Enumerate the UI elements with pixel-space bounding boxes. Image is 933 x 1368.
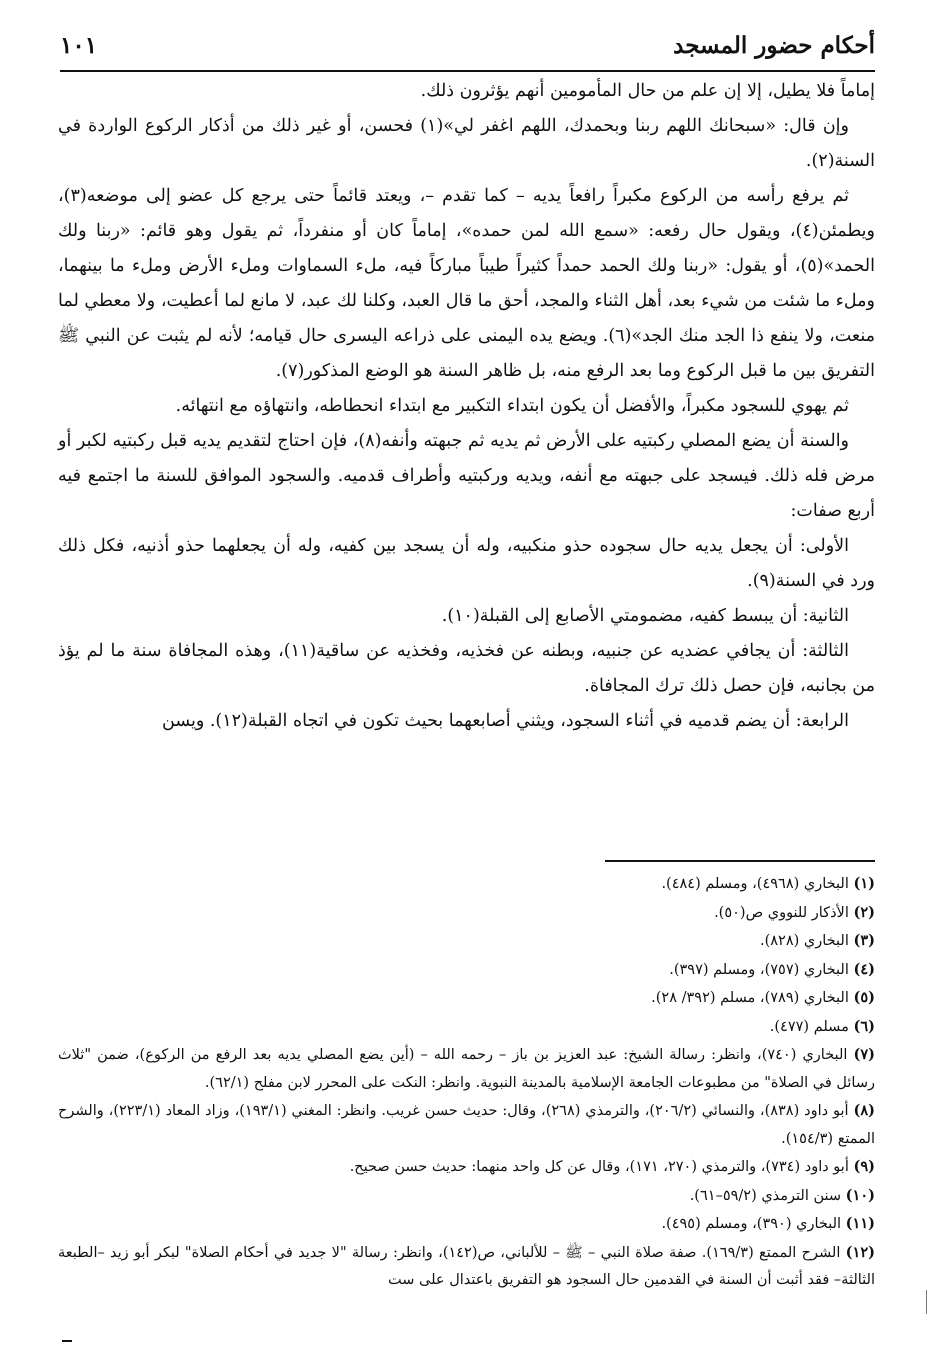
footnote-number: (٤) <box>853 960 875 978</box>
footnote <box>58 899 875 928</box>
paragraph: ثم يرفع رأسه من الركوع مكبراً رافعاً يديه – كما تقدم –، ويعتد قائماً حتى يرجع كل عضو إلى موضعه(٣)، ويطمئن(٤)، ويقول حال رفعه: «سمع الله لمن حمده»، إماماً كان أو منفرداً، ثم يقول وهو قائم: «ربنا ولك الحمد»(٥)، أو يقول: «ربنا ولك الحمد حمداً كثيراً طيباً مباركاً فيه، ملء السماوات وملء الأرض وملء ما بينهما، وملء ما شئت من شيء بعد، أهل الثناء والمجد، أحق ما قال العبد، وكلنا لك عبد، لا مانع لما أعطيت، ولا معطي لما منعت، ولا ينفع ذا الجد منك الجد»(٦). ويضع يده اليمنى على ذراعه اليسرى حال قيامه؛ لأنه لم يثبت عن النبي ﷺ التفريق بين ما قبل الركوع وما بعد الرفع منه، بل ظاهر السنة هو الوضع المذكور(٧). <box>58 186 875 381</box>
paragraph: الأولى: أن يجعل يديه حال سجوده حذو منكبيه، وله أن يسجد بين كفيه، وله أن يجعلهما حذو أذنيه، فكل ذلك ورد في السنة(٩). <box>58 536 875 591</box>
footnote-number: (٣) <box>853 932 875 949</box>
footnote-number: (١٢) <box>845 1243 875 1261</box>
footnote-number: (٥) <box>853 989 875 1006</box>
paragraph: الثالثة: أن يجافي عضديه عن جنبيه، وبطنه عن فخذيه، وفخذيه عن ساقية(١١)، وهذه المجافاة سنة ما لم يؤذ من بجانبه، فإن حصل ذلك ترك المجافاة. <box>58 641 875 696</box>
footnote <box>58 870 875 899</box>
main-text <box>58 74 875 739</box>
dash-mark <box>62 1340 72 1342</box>
footnote-text: البخاري (٤٩٦٨)، ومسلم (٤٨٤). <box>661 876 849 892</box>
paragraph: ثم يهوي للسجود مكبراً، والأفضل أن يكون ابتداء التكبير مع ابتداء انحطاطه، وانتهاؤه مع انتهائه. <box>175 396 849 416</box>
footnote <box>58 1182 875 1211</box>
margin-mark <box>926 1290 927 1314</box>
footnote-number: (١) <box>853 875 875 892</box>
footnote <box>58 927 875 956</box>
footnote-text: أبو داود (٨٣٨)، والنسائي (٢٠٦/٢)، والترمذي (٢٦٨)، وقال: حديث حسن غريب. وانظر: المغني (١٩٣/١)، وزاد المعاد (٢٢٣/١)، والشرح الممتع (١٥٤/٣). <box>58 1103 875 1147</box>
footnote-text: أبو داود (٧٣٤)، والترمذي (٢٧٠، ١٧١)، وقال عن كل واحد منهما: حديث حسن صحيح. <box>349 1159 849 1175</box>
footnote-text: الشرح الممتع (١٦٩/٣). صفة صلاة النبي – ﷺ – للألباني، ص(١٤٢)، وانظر: رسالة "لا جديد في أحكام الصلاة" لبكر أبو زيد –الطبعة الثالثة– فقد أثبت أن السنة في القدمين حال السجود هو التفريق باعتدال على ست <box>58 1244 875 1288</box>
footnote <box>58 1153 875 1182</box>
footnote-text: البخاري (٧٤٠)، وانظر: رسالة الشيخ: عبد العزيز بن باز – رحمه الله – (أين يضع المصلي يديه بعد الرفع من الركوع)، ضمن "ثلاث رسائل في الصلاة" من مطبوعات الجامعة الإسلامية بالمدينة النبوية. وانظر: النكت على المحرر لابن مفلح (٦٢/١). <box>58 1047 875 1091</box>
footnote <box>58 1239 875 1295</box>
footnote-text: الأذكار للنووي ص(٥٠). <box>714 904 849 921</box>
paragraph: وإن قال: «سبحانك اللهم ربنا وبحمدك، اللهم اغفر لي»(١) فحسن، أو غير ذلك من أذكار الركوع الواردة في السنة(٢). <box>58 116 875 171</box>
footnote-divider <box>605 860 875 862</box>
paragraph: والسنة أن يضع المصلي ركبتيه على الأرض ثم يديه ثم جبهته وأنفه(٨)، فإن احتاج لتقديم يديه قبل ركبتيه لكبر أو مرض فله ذلك. فيسجد على جبهته مع أنفه، ويديه وركبتيه وأطراف قدميه. والسجود الموافق للسنة ما اجتمع فيه أربع صفات: <box>58 431 875 521</box>
page-header <box>60 30 875 72</box>
footnote-number: (٦) <box>853 1017 875 1035</box>
footnote <box>58 984 875 1013</box>
paragraph: الثانية: أن يبسط كفيه، مضمومتي الأصابع إلى القبلة(١٠). <box>441 606 849 626</box>
page-number: ١٠١ <box>60 32 98 59</box>
footnote-number: (٨) <box>853 1102 876 1119</box>
footnote-number: (٩) <box>853 1158 875 1175</box>
running-title: أحكام حضور المسجد <box>673 32 875 59</box>
footnote-number: (١٠) <box>845 1186 875 1204</box>
footnote-number: (١١) <box>845 1215 875 1232</box>
footnote-number: (٧) <box>853 1046 876 1063</box>
footnote-text: البخاري (٣٩٠)، ومسلم (٤٩٥). <box>661 1216 842 1232</box>
footnote <box>58 1013 875 1042</box>
footnote-text: البخاري (٧٨٩)، مسلم (٣٩٢/ ٢٨). <box>651 990 849 1006</box>
paragraph: الرابعة: أن يضم قدميه في أثناء السجود، ويثني أصابعهما بحيث تكون في اتجاه القبلة(١٢). ويسن <box>162 711 849 731</box>
footnote <box>58 1097 875 1153</box>
footnote <box>58 1210 875 1239</box>
footnote <box>58 956 875 985</box>
footnote-text: مسلم (٤٧٧). <box>769 1018 849 1035</box>
footnote-number: (٢) <box>853 903 875 921</box>
footnote-text: البخاري (٧٥٧)، ومسلم (٣٩٧). <box>669 961 849 978</box>
footnote-text: سنن الترمذي (٥٩/٢–٦١). <box>689 1187 842 1204</box>
footnote-text: البخاري (٨٢٨). <box>759 933 849 949</box>
footnote <box>58 1041 875 1097</box>
footnotes <box>58 870 875 1295</box>
paragraph: إماماً فلا يطيل، إلا إن علم من حال المأمومين أنهم يؤثرون ذلك. <box>420 81 875 101</box>
